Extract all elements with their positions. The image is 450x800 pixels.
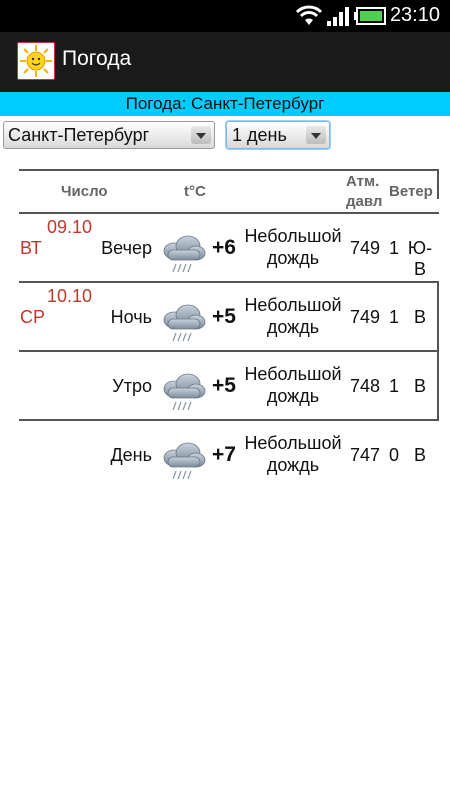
row-date: 10.10 [47, 286, 93, 306]
description-line1: Небольшой [244, 433, 342, 453]
days-select[interactable] [226, 121, 330, 149]
day-of-week: СР [20, 307, 46, 327]
table-row[interactable] [0, 421, 450, 487]
header-date: Число [61, 183, 108, 200]
pressure-value: 749 [350, 307, 381, 327]
pressure-value: 748 [350, 376, 381, 396]
header-wind: Ветер [389, 183, 433, 200]
wind-speed: 1 [389, 307, 400, 327]
day-of-week: ВТ [20, 238, 42, 258]
description-line1: Небольшой [244, 226, 342, 246]
city-select-value: Санкт-Петербург [8, 125, 150, 145]
wind-direction: В [413, 445, 426, 465]
city-banner: Погода: Санкт-Петербург [0, 92, 450, 116]
status-time: 23:10 [389, 4, 440, 26]
temperature: +5 [212, 305, 236, 328]
description-line2: дождь [266, 386, 320, 406]
table-row[interactable] [0, 352, 450, 418]
weather-description [240, 363, 346, 407]
row-date: 09.10 [47, 217, 93, 237]
table-divider [19, 169, 439, 171]
table-border [437, 169, 439, 199]
temperature: +7 [212, 443, 236, 466]
wind-speed: 1 [389, 238, 400, 258]
description-line1: Небольшой [244, 364, 342, 384]
wind-direction: В [413, 307, 426, 327]
header-temp: t°C [184, 183, 206, 200]
battery-icon [354, 7, 386, 25]
chevron-down-icon[interactable] [191, 126, 211, 144]
sun-logo-icon[interactable] [17, 42, 55, 80]
weather-description [240, 432, 346, 476]
table-row[interactable] [0, 214, 450, 280]
wind-speed: 0 [389, 445, 400, 465]
chevron-down-icon[interactable] [306, 126, 326, 144]
signal-icon [327, 6, 351, 26]
time-of-day: День [110, 445, 152, 465]
wind-direction: Ю-В [407, 238, 433, 279]
days-select-value: 1 день [232, 125, 287, 145]
temperature: +5 [212, 374, 236, 397]
description-line2: дождь [266, 248, 320, 268]
time-of-day: Утро [112, 376, 152, 396]
weather-description [240, 294, 346, 338]
rain-cloud-icon [160, 301, 206, 345]
wind-speed: 1 [389, 376, 400, 396]
header-pressure-line2: давл [346, 193, 383, 210]
rain-cloud-icon [160, 370, 206, 414]
status-bar [0, 0, 450, 32]
city-select[interactable] [3, 121, 215, 149]
temperature: +6 [212, 236, 236, 259]
description-line1: Небольшой [244, 295, 342, 315]
time-of-day: Ночь [110, 307, 152, 327]
pressure-value: 749 [350, 238, 381, 258]
time-of-day: Вечер [101, 238, 152, 258]
description-line2: дождь [266, 317, 320, 337]
wind-direction: В [413, 376, 426, 396]
rain-cloud-icon [160, 232, 206, 276]
wifi-icon [296, 5, 322, 27]
weather-description [240, 225, 346, 269]
header-pressure-line1: Атм. [346, 173, 380, 190]
rain-cloud-icon [160, 439, 206, 483]
action-bar [0, 32, 450, 92]
table-row[interactable] [0, 283, 450, 349]
pressure-value: 747 [350, 445, 381, 465]
description-line2: дождь [266, 455, 320, 475]
app-title: Погода [62, 47, 132, 70]
